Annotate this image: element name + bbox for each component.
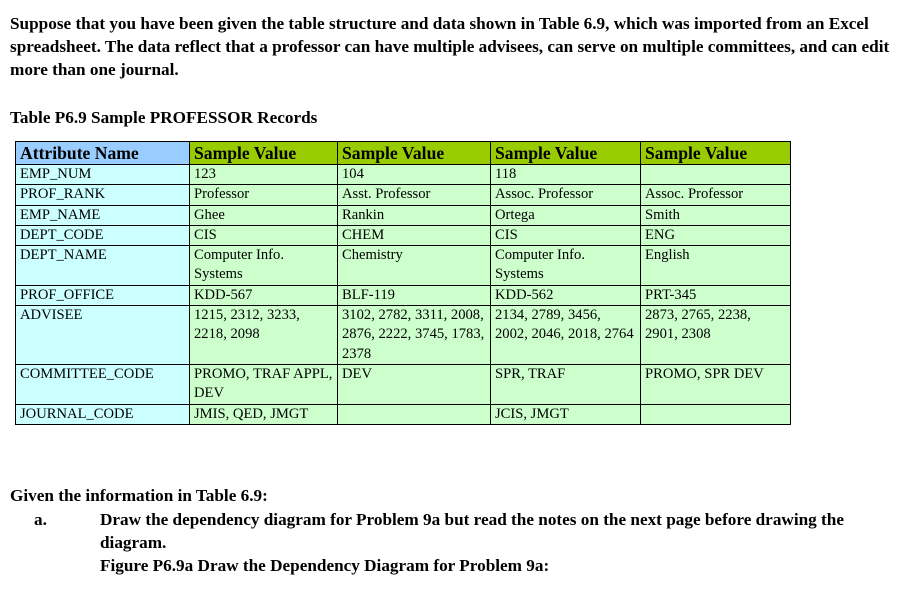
sample-value-cell: Ortega [491, 205, 641, 225]
column-header: Sample Value [190, 142, 338, 165]
table-row [16, 225, 791, 245]
table-row [16, 185, 791, 205]
sample-value-cell: JCIS, JMGT [491, 404, 641, 424]
attribute-name-cell: PROF_OFFICE [16, 285, 190, 305]
sample-value-cell: CIS [491, 225, 641, 245]
sample-value-cell: PROMO, TRAF APPL, DEV [190, 364, 338, 404]
sample-value-cell: BLF-119 [338, 285, 491, 305]
sample-value-cell: 1215, 2312, 3233, 2218, 2098 [190, 306, 338, 365]
table-title: Table P6.9 Sample PROFESSOR Records [10, 108, 318, 127]
sample-value-cell: Rankin [338, 205, 491, 225]
table-header-row [16, 142, 791, 165]
sample-value-cell: Computer Info. Systems [190, 246, 338, 286]
sample-value-cell: Assoc. Professor [491, 185, 641, 205]
sample-value-cell: 123 [190, 165, 338, 185]
attribute-name-cell: PROF_RANK [16, 185, 190, 205]
column-header: Sample Value [641, 142, 791, 165]
sample-value-cell: DEV [338, 364, 491, 404]
item-instruction: Draw the dependency diagram for Problem 9a but read the notes on the next page before drawing the diagram. [100, 510, 844, 552]
sample-value-cell: CHEM [338, 225, 491, 245]
attribute-name-cell: DEPT_CODE [16, 225, 190, 245]
sample-value-cell: Chemistry [338, 246, 491, 286]
item-letter: a. [34, 510, 47, 529]
sample-value-cell: English [641, 246, 791, 286]
attribute-name-cell: DEPT_NAME [16, 246, 190, 286]
attribute-name-cell: ADVISEE [16, 306, 190, 365]
attribute-name-cell: JOURNAL_CODE [16, 404, 190, 424]
sample-value-cell: Smith [641, 205, 791, 225]
sample-value-cell: Assoc. Professor [641, 185, 791, 205]
sample-value-cell: PROMO, SPR DEV [641, 364, 791, 404]
figure-caption: Figure P6.9a Draw the Dependency Diagram for Problem 9a: [100, 556, 550, 575]
table-row [16, 165, 791, 185]
table-row [16, 404, 791, 424]
sample-value-cell: 118 [491, 165, 641, 185]
sample-value-cell: Professor [190, 185, 338, 205]
given-statement: Given the information in Table 6.9: [10, 486, 268, 505]
column-header: Sample Value [338, 142, 491, 165]
item-text-block [100, 508, 880, 577]
attribute-name-cell: EMP_NAME [16, 205, 190, 225]
sample-value-cell: 104 [338, 165, 491, 185]
sample-value-cell [641, 404, 791, 424]
table-row [16, 285, 791, 305]
sample-value-cell: JMIS, QED, JMGT [190, 404, 338, 424]
table-row [16, 205, 791, 225]
sample-value-cell: ENG [641, 225, 791, 245]
table-row [16, 306, 791, 365]
sample-value-cell: PRT-345 [641, 285, 791, 305]
professor-records-table [15, 141, 791, 425]
sample-value-cell: 3102, 2782, 3311, 2008, 2876, 2222, 3745, 1783, 2378 [338, 306, 491, 365]
attribute-name-cell: EMP_NUM [16, 165, 190, 185]
intro-paragraph: Suppose that you have been given the table structure and data shown in Table 6.9, which was imported from an Excel spreadsheet. The data reflect that a professor can have multiple advisees, can serve on multiple committees, and can edit more than one journal. [10, 14, 890, 79]
sample-value-cell: CIS [190, 225, 338, 245]
sample-value-cell: Computer Info. Systems [491, 246, 641, 286]
sample-value-cell: KDD-567 [190, 285, 338, 305]
column-header: Sample Value [491, 142, 641, 165]
sample-value-cell: 2873, 2765, 2238, 2901, 2308 [641, 306, 791, 365]
sample-value-cell: Asst. Professor [338, 185, 491, 205]
column-header: Attribute Name [16, 142, 190, 165]
table-row [16, 364, 791, 404]
attribute-name-cell: COMMITTEE_CODE [16, 364, 190, 404]
sample-value-cell: 2134, 2789, 3456, 2002, 2046, 2018, 2764 [491, 306, 641, 365]
sample-value-cell [641, 165, 791, 185]
sample-value-cell: KDD-562 [491, 285, 641, 305]
table-row [16, 246, 791, 286]
sample-value-cell: Ghee [190, 205, 338, 225]
sample-value-cell [338, 404, 491, 424]
sample-value-cell: SPR, TRAF [491, 364, 641, 404]
